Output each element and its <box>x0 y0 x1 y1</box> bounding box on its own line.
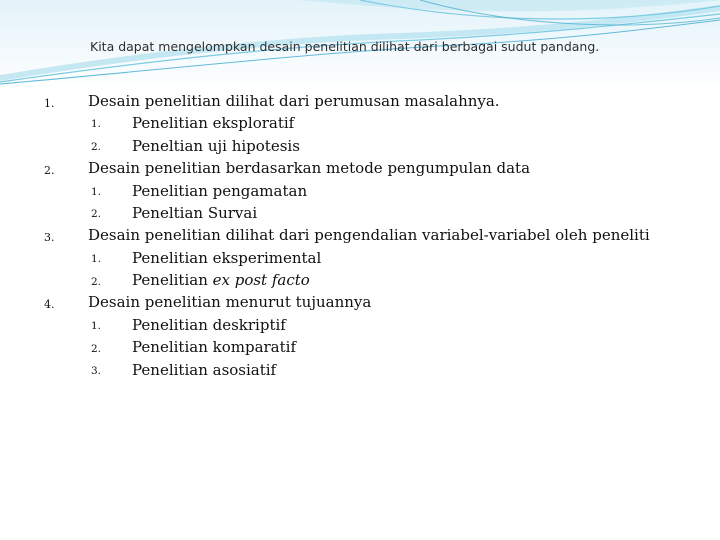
sublist-number: 1. <box>91 253 102 265</box>
list-item: Desain penelitian berdasarkan metode pengumpulan data <box>88 159 531 177</box>
sublist-number: 2. <box>91 208 102 220</box>
sublist-number: 1. <box>91 186 102 198</box>
sublist-item: Penelitian komparatif <box>132 338 297 356</box>
sublist-item: Penelitian eksploratif <box>132 114 295 132</box>
sublist-number: 2. <box>91 276 102 288</box>
sublist-item: Penelitian eksperimental <box>132 249 322 267</box>
list-number: 4. <box>44 298 55 311</box>
sublist-number: 3. <box>91 365 102 377</box>
sublist-item: Penelitian deskriptif <box>132 316 286 334</box>
list-item: Desain penelitian dilihat dari pengendalian variabel-variabel oleh peneliti <box>88 226 650 244</box>
sublist-number: 2. <box>91 141 102 153</box>
list-item: Desain penelitian menurut tujuannya <box>88 293 372 311</box>
sublist-item: Peneltian Survai <box>132 204 258 222</box>
sublist-item: Penelitian asosiatif <box>132 361 277 379</box>
sublist-number: 1. <box>91 118 102 130</box>
sublist-item <box>132 271 310 289</box>
list-number: 2. <box>44 164 55 177</box>
sublist-item-prefix: Penelitian <box>132 271 213 289</box>
list-item: Desain penelitian dilihat dari perumusan masalahnya. <box>88 92 500 110</box>
sublist-number: 2. <box>91 343 102 355</box>
list-number: 3. <box>44 231 55 244</box>
list-number: 1. <box>44 97 55 110</box>
slide-subtitle: Kita dapat mengelompkan desain penelitian dilihat dari berbagai sudut pandang. <box>90 39 600 54</box>
sublist-number: 1. <box>91 320 102 332</box>
sublist-item: Penelitian pengamatan <box>132 182 308 200</box>
sublist-item-italic: ex post facto <box>212 271 310 289</box>
sublist-item: Peneltian uji hipotesis <box>132 137 300 155</box>
